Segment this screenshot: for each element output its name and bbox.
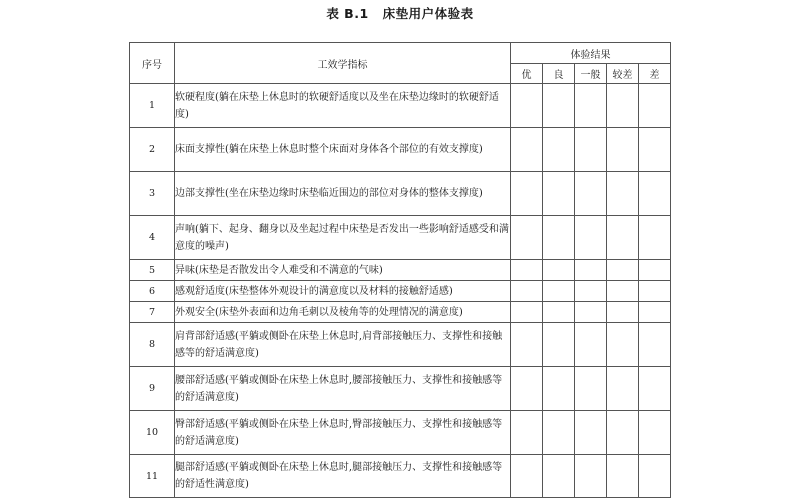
rating-cell-bad[interactable] [639, 411, 671, 455]
row-number: 5 [130, 260, 175, 281]
indicator-text: 软硬程度(躺在床垫上休息时的软硬舒适度以及坐在床垫边缘时的软硬舒适度) [175, 84, 511, 128]
rating-cell-bad[interactable] [639, 260, 671, 281]
rating-header-poor: 较差 [607, 64, 639, 84]
rating-cell-excellent[interactable] [511, 172, 543, 216]
rating-cell-excellent[interactable] [511, 367, 543, 411]
rating-cell-excellent[interactable] [511, 455, 543, 498]
table-row [130, 84, 671, 128]
rating-header-good: 良 [543, 64, 575, 84]
row-number: 10 [130, 411, 175, 455]
table-row [130, 172, 671, 216]
table-caption [0, 4, 800, 22]
indicator-text: 腿部舒适感(平躺或侧卧在床垫上休息时,腿部接触压力、支撑性和接触感等的舒适性满意度) [175, 455, 511, 498]
rating-cell-good[interactable] [543, 302, 575, 323]
indicator-text: 肩背部舒适感(平躺或侧卧在床垫上休息时,肩背部接触压力、支撑性和接触感等的舒适满意度) [175, 323, 511, 367]
result-group-header: 体验结果 [511, 43, 671, 64]
rating-cell-poor[interactable] [607, 367, 639, 411]
rating-cell-excellent[interactable] [511, 323, 543, 367]
row-number: 8 [130, 323, 175, 367]
indicator-text: 感观舒适度(床垫整体外观设计的满意度以及材料的接触舒适感) [175, 281, 511, 302]
rating-cell-average[interactable] [575, 323, 607, 367]
rating-cell-poor[interactable] [607, 128, 639, 172]
table-title: 床垫用户体验表 [382, 6, 474, 21]
table-row [130, 323, 671, 367]
rating-cell-good[interactable] [543, 281, 575, 302]
rating-cell-excellent[interactable] [511, 84, 543, 128]
table-row [130, 281, 671, 302]
rating-cell-average[interactable] [575, 216, 607, 260]
rating-cell-poor[interactable] [607, 172, 639, 216]
rating-header-bad: 差 [639, 64, 671, 84]
indicator-header: 工效学指标 [175, 43, 511, 84]
rating-cell-average[interactable] [575, 172, 607, 216]
rating-cell-average[interactable] [575, 367, 607, 411]
indicator-text: 臀部舒适感(平躺或侧卧在床垫上休息时,臀部接触压力、支撑性和接触感等的舒适满意度) [175, 411, 511, 455]
rating-cell-bad[interactable] [639, 216, 671, 260]
row-number: 6 [130, 281, 175, 302]
table-row [130, 128, 671, 172]
rating-cell-poor[interactable] [607, 216, 639, 260]
rating-cell-poor[interactable] [607, 84, 639, 128]
rating-cell-bad[interactable] [639, 367, 671, 411]
rating-cell-excellent[interactable] [511, 128, 543, 172]
rating-header-average: 一般 [575, 64, 607, 84]
rating-cell-bad[interactable] [639, 172, 671, 216]
user-experience-table [129, 42, 671, 498]
rating-cell-average[interactable] [575, 302, 607, 323]
table-row [130, 455, 671, 498]
row-number: 4 [130, 216, 175, 260]
rating-cell-good[interactable] [543, 411, 575, 455]
rating-cell-poor[interactable] [607, 323, 639, 367]
table-row [130, 216, 671, 260]
row-number: 7 [130, 302, 175, 323]
rating-cell-bad[interactable] [639, 128, 671, 172]
rating-cell-poor[interactable] [607, 281, 639, 302]
indicator-text: 床面支撑性(躺在床垫上休息时整个床面对身体各个部位的有效支撑度) [175, 128, 511, 172]
rating-cell-poor[interactable] [607, 260, 639, 281]
row-number: 1 [130, 84, 175, 128]
rating-cell-bad[interactable] [639, 84, 671, 128]
indicator-text: 边部支撑性(坐在床垫边缘时床垫临近围边的部位对身体的整体支撑度) [175, 172, 511, 216]
rating-cell-good[interactable] [543, 455, 575, 498]
row-number: 11 [130, 455, 175, 498]
rating-cell-good[interactable] [543, 84, 575, 128]
rating-cell-excellent[interactable] [511, 302, 543, 323]
table-row [130, 411, 671, 455]
rating-cell-average[interactable] [575, 281, 607, 302]
rating-cell-excellent[interactable] [511, 260, 543, 281]
rating-cell-good[interactable] [543, 367, 575, 411]
rating-cell-average[interactable] [575, 260, 607, 281]
rating-cell-bad[interactable] [639, 302, 671, 323]
rating-header-excellent: 优 [511, 64, 543, 84]
table-row [130, 260, 671, 281]
rating-cell-average[interactable] [575, 411, 607, 455]
indicator-text: 腰部舒适感(平躺或侧卧在床垫上休息时,腰部接触压力、支撑性和接触感等的舒适满意度) [175, 367, 511, 411]
rating-cell-good[interactable] [543, 260, 575, 281]
rating-cell-average[interactable] [575, 84, 607, 128]
rating-cell-good[interactable] [543, 128, 575, 172]
rating-cell-poor[interactable] [607, 302, 639, 323]
rating-cell-bad[interactable] [639, 281, 671, 302]
rating-cell-good[interactable] [543, 323, 575, 367]
rating-cell-average[interactable] [575, 128, 607, 172]
indicator-text: 声响(躺下、起身、翻身以及坐起过程中床垫是否发出一些影响舒适感受和满意度的噪声) [175, 216, 511, 260]
rating-cell-poor[interactable] [607, 455, 639, 498]
row-number: 9 [130, 367, 175, 411]
table-row [130, 367, 671, 411]
seq-header: 序号 [130, 43, 175, 84]
table-number: 表 B.1 [326, 6, 369, 21]
rating-cell-excellent[interactable] [511, 411, 543, 455]
indicator-text: 异味(床垫是否散发出令人难受和不满意的气味) [175, 260, 511, 281]
rating-cell-poor[interactable] [607, 411, 639, 455]
rating-cell-good[interactable] [543, 172, 575, 216]
row-number: 3 [130, 172, 175, 216]
rating-cell-excellent[interactable] [511, 216, 543, 260]
rating-cell-excellent[interactable] [511, 281, 543, 302]
rating-cell-average[interactable] [575, 455, 607, 498]
table-row [130, 302, 671, 323]
rating-cell-bad[interactable] [639, 455, 671, 498]
indicator-text: 外观安全(床垫外表面和边角毛刺以及棱角等的处理情况的满意度) [175, 302, 511, 323]
rating-cell-bad[interactable] [639, 323, 671, 367]
row-number: 2 [130, 128, 175, 172]
rating-cell-good[interactable] [543, 216, 575, 260]
